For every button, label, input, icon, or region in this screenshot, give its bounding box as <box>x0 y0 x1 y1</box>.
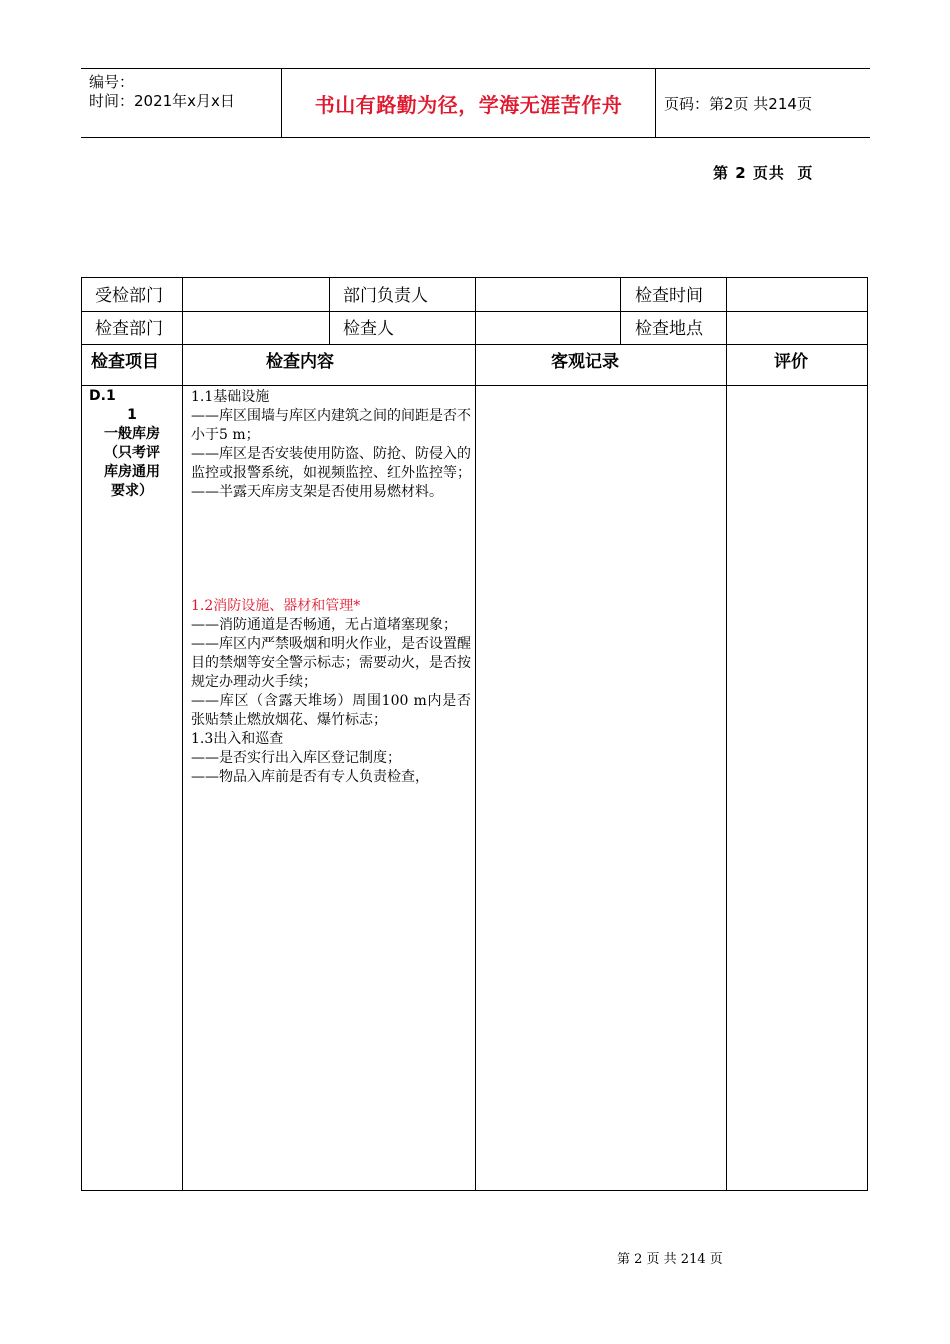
number-label: 编号： <box>89 73 135 91</box>
col-divider <box>329 278 330 344</box>
check-item: ——物品入库前是否有专人负责检查， <box>191 769 429 785</box>
item-number: 1 <box>127 407 137 423</box>
item-name-line: 要求） <box>111 483 153 499</box>
date-line: 时间：2021年x月x日 <box>89 92 235 110</box>
header-meta <box>89 73 235 111</box>
header-divider <box>655 69 656 137</box>
dept-head-label: 部门负责人 <box>343 286 428 306</box>
check-item: ——是否实行出入库区登记制度； <box>191 750 401 766</box>
inspect-time-label: 检查时间 <box>635 286 703 306</box>
col-divider <box>620 278 621 344</box>
inspect-place-label: 检查地点 <box>635 319 703 339</box>
inspector-label: 检查人 <box>343 319 394 339</box>
col-header-record: 客观记录 <box>551 352 619 372</box>
page-footer: 第 2 页 共 214 页 <box>617 1252 723 1267</box>
section-title: 1.1基础设施 <box>191 389 270 405</box>
check-item: ——库区围墙与库区内建筑之间的间距是否不小于5 m； <box>191 408 471 443</box>
inspection-content <box>191 388 471 787</box>
section-title-required: 1.2消防设施、器材和管理* <box>191 598 361 614</box>
check-item: ——库区是否安装使用防盗、防抢、防侵入的监控或报警系统，如视频监控、红外监控等； <box>191 446 471 481</box>
check-item: ——库区（含露天堆场）周围100 m内是否张贴禁止燃放烟花、爆竹标志； <box>191 693 471 728</box>
col-header-content: 检查内容 <box>266 352 334 372</box>
check-item: ——消防通道是否畅通，无占道堵塞现象； <box>191 617 457 633</box>
inspect-dept-label: 检查部门 <box>95 319 163 339</box>
header-page-info: 页码：第2页 共214页 <box>664 95 812 113</box>
item-code: D.1 <box>89 388 116 404</box>
inspected-dept-label: 受检部门 <box>95 286 163 306</box>
check-item: ——半露天库房支架是否使用易燃材料。 <box>191 484 443 500</box>
col-header-item: 检查项目 <box>91 352 159 372</box>
inspection-item <box>82 387 182 501</box>
inspection-table <box>81 277 868 1191</box>
page-of-label: 第 2 页共 页 <box>713 164 814 182</box>
item-name-line: 一般库房 <box>104 426 160 442</box>
check-item: ——库区内严禁吸烟和明火作业，是否设置醒目的禁烟等安全警示标志；需要动火，是否按规定办理动火手续； <box>191 636 471 690</box>
col-divider <box>726 278 727 1190</box>
col-divider <box>182 278 183 1190</box>
section-title: 1.3出入和巡查 <box>191 731 284 747</box>
col-divider <box>475 278 476 1190</box>
item-name-line: （只考评 <box>104 445 160 461</box>
document-header <box>81 68 870 138</box>
item-name-line: 库房通用 <box>104 464 160 480</box>
header-motto: 书山有路勤为径，学海无涯苦作舟 <box>314 92 623 117</box>
col-header-evaluation: 评价 <box>774 352 808 372</box>
